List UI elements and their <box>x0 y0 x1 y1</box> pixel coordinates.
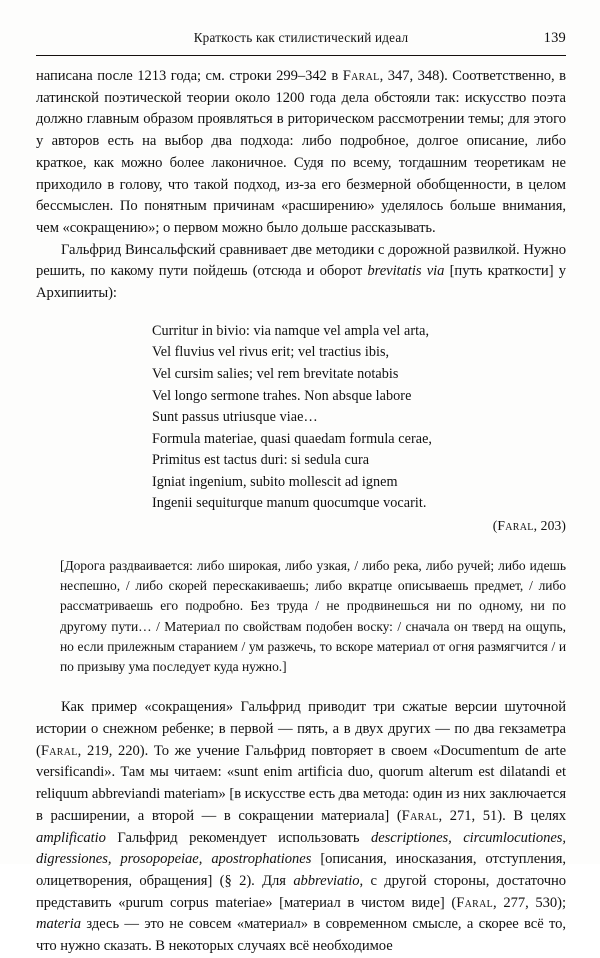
paragraph-3-seg-6: , с другой стороны, достаточно представить «purum corpus materiae» [материал в чистом виде] ( <box>36 872 566 911</box>
spacer-before-paragraph-3 <box>36 677 566 697</box>
paragraph-2-part-1: Гальфрид Винсальфский сравнивает две методики с дорожной развилкой. Нужно решить, по какому пути пойдешь (отсюда и оборот <box>36 241 566 280</box>
latin-term-brevitatis-via: brevitatis via <box>367 263 445 280</box>
text-column <box>36 66 566 958</box>
source-paren-close: , 203) <box>533 518 566 534</box>
spacer-before-verse <box>36 305 566 321</box>
verse-line: Primitus est tactus duri: si sedula cura <box>152 452 370 469</box>
latin-term-list: descriptiones, circumlocutiones, digressiones, prosopopeiae, apostrophationes <box>36 829 566 868</box>
citation-faral: Faral <box>497 518 534 534</box>
verse-line: Vel longo sermone trahes. Non absque labore <box>152 387 412 404</box>
citation-faral: Faral <box>401 807 439 824</box>
paragraph-continuation <box>36 66 566 240</box>
paragraph-3-seg-4: Гальфрид рекомендует использовать <box>105 829 371 846</box>
paragraph-3-seg-1: Как пример «сокращения» Гальфрид приводит три сжатые версии шуточной истории о снежном ребенке; в первой — пять, а в двух других — по два гекзаметра ( <box>36 699 566 759</box>
page-number: 139 <box>543 30 566 46</box>
source-paren-open: ( <box>492 518 498 534</box>
verse-translation: [Дорога раздваивается: либо широкая, либо узкая, / либо река, либо ручей; либо идешь неспешно, / либо скорей перескакиваешь; либо вкратце описываешь предмет, / либо рассматриваешь его подробно. Без труда / не продвинешься ни по одному, ни по другому пути… / Материал по свойствам подобен воску: / сначала он тверд на ощупь, но если прилежным старанием / ум разжечь, то вскоре материал от огня размягчится / и по призыву ума последует куда нужно.] <box>60 558 566 675</box>
running-head <box>36 30 566 52</box>
running-head-title: Краткость как стилистический идеал <box>193 30 409 45</box>
verse-line: Ingenii sequiturque manum quocumque vocarit. <box>152 495 427 512</box>
verse-line: Curritur in bivio: via namque vel ampla vel arta, <box>152 322 430 339</box>
latin-term-amplificatio: amplificatio <box>36 829 106 846</box>
paragraph-3-seg-5: [описания, иносказания, отступления, олицетворения, обращения] (§ 2). Для <box>36 851 566 889</box>
verse-source-citation <box>36 515 566 536</box>
latin-term-abbreviatio: abbreviatio <box>293 872 360 889</box>
paragraph-2-part-2: [путь краткости] у Архипииты): <box>36 263 566 302</box>
verse-line: Formula materiae, quasi quaedam formula cerae, <box>152 430 433 447</box>
verse-line: Sunt passus utriusque viae… <box>152 409 318 426</box>
paragraph-3-seg-2: , 219, 220). То же учение Гальфрид повторяет в своем «Documentum de arte versificandi». Там мы читаем: «sunt enim artificia duo, quorum alterum est dilatandi et reliquum abbreviandi materiam» [в искусстве есть два метода: один из них заключается в расширении, а второй — в сокращении материала] ( <box>36 742 566 824</box>
verse-line: Vel fluvius vel rivus erit; vel tractius ibis, <box>152 344 390 361</box>
paragraph-abbreviation <box>36 697 566 957</box>
header-rule <box>36 55 566 56</box>
verse-line: Vel cursim salies; vel rem brevitate notabis <box>152 365 399 382</box>
latin-term-materia: materia <box>36 916 82 933</box>
citation-faral: Faral <box>40 742 78 759</box>
citation-faral: Faral <box>342 68 380 84</box>
spacer-before-translation <box>36 536 566 556</box>
paragraph-1-rest: , 347, 348). Соответственно, в латинской поэтической теории около 1200 года дела обстояли так: искусство поэта должно главным образом проявляться в риторическом рассмотрении темы; для этого у авторов есть на выбор два подхода: либо подробное, долгое описание, либо краткое, как можно более лаконичное. Судя по всему, тогдашним теоретикам не приходило в голову, что такой подход, из-за его безмерной обобщенности, в целом бессмыслен. По понятным причинам «расширению» уделялось больше внимания, чем «сокращению»; о первом можно было дольше рассказывать. <box>36 68 566 236</box>
verse-quotation <box>36 321 566 515</box>
paragraph-geoffrey <box>36 240 566 305</box>
paragraph-3-seg-8: здесь — это не совсем «материал» в современном смысле, а скорее всё то, что нужно сказать. В некоторых случаях всё необходимое <box>36 916 566 955</box>
paragraph-3-seg-3: , 271, 51). В целях <box>438 807 567 824</box>
verse-line: Igniat ingenium, subito mollescit ad ignem <box>152 473 398 490</box>
paragraph-1-lead: написана после 1213 года; см. строки 299–342 в <box>36 68 343 84</box>
citation-faral: Faral <box>456 894 494 911</box>
paragraph-3-seg-7: , 277, 530); <box>493 894 566 911</box>
